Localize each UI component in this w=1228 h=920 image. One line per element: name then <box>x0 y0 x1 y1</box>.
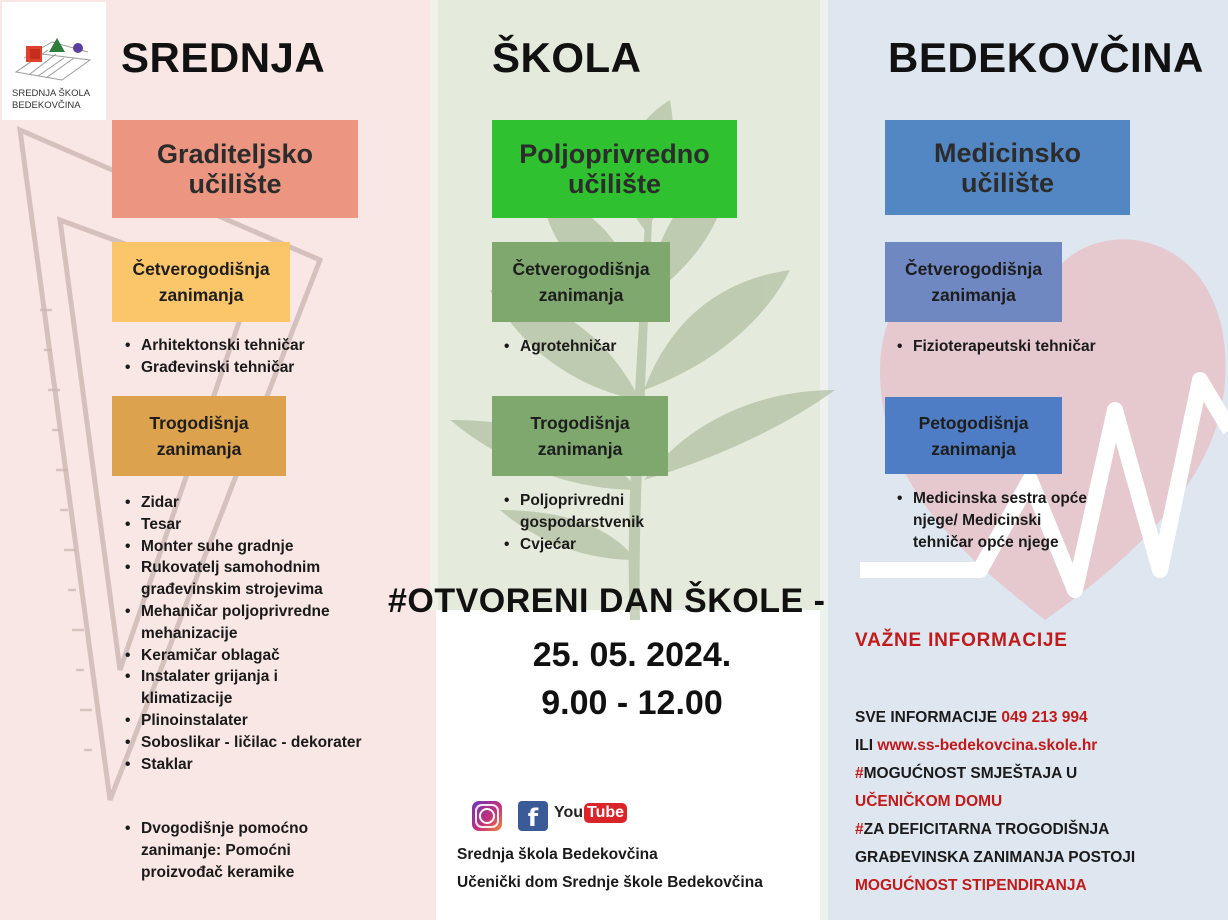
info-label: ILI <box>855 737 878 754</box>
occupation-list-left-two-year <box>121 818 351 883</box>
category-label: zanimanja <box>156 439 242 459</box>
heading-bedekovcina: BEDEKOVČINA <box>888 34 1204 81</box>
list-item: • Instalater grijanja i klimatizacije <box>121 666 371 710</box>
list-item: • Medicinska sestra opće njege/ Medicinski tehničar opće njege <box>893 488 1093 553</box>
list-item: • Mehaničar poljoprivredne mehanizacije <box>121 601 371 645</box>
category-label: Četverogodišnja <box>904 259 1043 279</box>
category-box-right-five-year <box>885 397 1062 474</box>
school-name-line: Medicinsko <box>933 137 1082 168</box>
info-line-accommodation <box>855 760 1077 788</box>
instagram-icon[interactable] <box>472 801 502 831</box>
list-item: • Poljoprivredni gospodarstvenik <box>500 490 670 534</box>
list-item: • Dvogodišnje pomoćno zanimanje: Pomoćni proizvođač keramike <box>121 818 351 883</box>
important-info-title: VAŽNE INFORMACIJE <box>855 630 1068 651</box>
list-item: • Građevinski tehničar <box>121 357 305 379</box>
category-label: zanimanja <box>158 285 244 305</box>
occupation-list-left-four-year <box>121 335 305 379</box>
category-label: zanimanja <box>537 439 623 459</box>
info-line-dormitory: UČENIČKOM DOMU <box>855 793 1003 810</box>
youtube-icon[interactable] <box>554 803 627 823</box>
category-label: Petogodišnja <box>918 412 1029 433</box>
hash-mark: # <box>855 821 864 838</box>
school-name-line: Graditeljsko <box>156 139 314 169</box>
occupation-list-middle-four-year <box>500 336 616 358</box>
occupation-list-right-four-year <box>893 336 1096 358</box>
info-line-scholarship: MOGUĆNOST STIPENDIRANJA <box>855 877 1087 894</box>
school-box-graditeljsko <box>112 120 358 218</box>
category-label: zanimanja <box>538 285 624 305</box>
school-name-line: učilište <box>960 167 1055 198</box>
footer-dormitory-name: Učenički dom Srednje škole Bedekovčina <box>457 874 763 891</box>
logo-caption-line-1: SREDNJA ŠKOLA <box>12 88 91 99</box>
heading-skola: ŠKOLA <box>492 34 642 81</box>
list-item: • Zidar <box>121 492 371 514</box>
category-box-middle-four-year <box>492 242 670 322</box>
logo-caption-line-2: BEDEKOVČINA <box>12 100 81 111</box>
list-item: • Rukovatelj samohodnim građevinskim strojevima <box>121 557 371 601</box>
info-line-website <box>855 732 1097 760</box>
category-label: Četverogodišnja <box>512 259 650 279</box>
open-day-time: 9.00 - 12.00 <box>541 684 723 722</box>
instagram-lens <box>479 808 495 824</box>
open-day-date: 25. 05. 2024. <box>532 636 732 674</box>
footer-school-name: Srednja škola Bedekovčina <box>457 846 658 863</box>
category-label: Trogodišnja <box>530 413 630 433</box>
list-item: • Monter suhe gradnje <box>121 536 371 558</box>
category-label: zanimanja <box>931 285 1016 305</box>
list-item: • Fizioterapeutski tehničar <box>893 336 1096 358</box>
info-label: SVE INFORMACIJE <box>855 709 1002 726</box>
phone-number[interactable]: 049 213 994 <box>1001 709 1088 726</box>
list-item: • Tesar <box>121 514 371 536</box>
occupation-list-right-five-year <box>893 488 1093 553</box>
list-item: • Cvjećar <box>500 534 670 556</box>
youtube-tube-text: Tube <box>584 803 627 823</box>
info-line-construction: GRAĐEVINSKA ZANIMANJA POSTOJI <box>855 849 1136 866</box>
school-logo <box>2 2 106 120</box>
occupation-list-middle-three-year <box>500 490 670 555</box>
logo-caption <box>12 88 90 112</box>
category-box-left-four-year <box>112 242 290 322</box>
category-label: Trogodišnja <box>149 413 249 433</box>
school-box-medicinsko <box>885 120 1130 215</box>
youtube-you-text: You <box>554 804 584 821</box>
list-item: • Staklar <box>121 754 371 776</box>
info-line-contact <box>855 704 1088 732</box>
school-name-line: Poljoprivredno <box>519 139 710 169</box>
list-item: • Keramičar oblagač <box>121 645 371 667</box>
category-box-right-four-year <box>885 242 1062 322</box>
info-text: ZA DEFICITARNA TROGODIŠNJA <box>863 821 1110 838</box>
category-box-middle-three-year <box>492 396 668 476</box>
logo-emblem-icon <box>2 2 106 86</box>
category-label: Četverogodišnja <box>132 259 270 279</box>
heading-srednja: SREDNJA <box>121 34 326 81</box>
school-box-poljoprivredno <box>492 120 737 218</box>
website-link[interactable]: www.ss-bedekovcina.skole.hr <box>877 737 1098 754</box>
occupation-list-left-three-year <box>121 492 371 775</box>
list-item: • Agrotehničar <box>500 336 616 358</box>
list-item: • Arhitektonski tehničar <box>121 335 305 357</box>
category-label: zanimanja <box>931 438 1016 459</box>
hash-mark: # <box>855 765 864 782</box>
info-text: MOGUĆNOST SMJEŠTAJA U <box>863 765 1078 782</box>
school-name-line: učilište <box>567 169 662 199</box>
list-item: • Soboslikar - ličilac - dekorater <box>121 732 371 754</box>
category-box-left-three-year <box>112 396 286 476</box>
facebook-icon[interactable]: f <box>518 801 548 831</box>
info-line-deficit <box>855 816 1109 844</box>
open-day-title: #OTVORENI DAN ŠKOLE - <box>388 582 826 620</box>
list-item: • Plinoinstalater <box>121 710 371 732</box>
school-name-line: učilište <box>188 169 282 199</box>
